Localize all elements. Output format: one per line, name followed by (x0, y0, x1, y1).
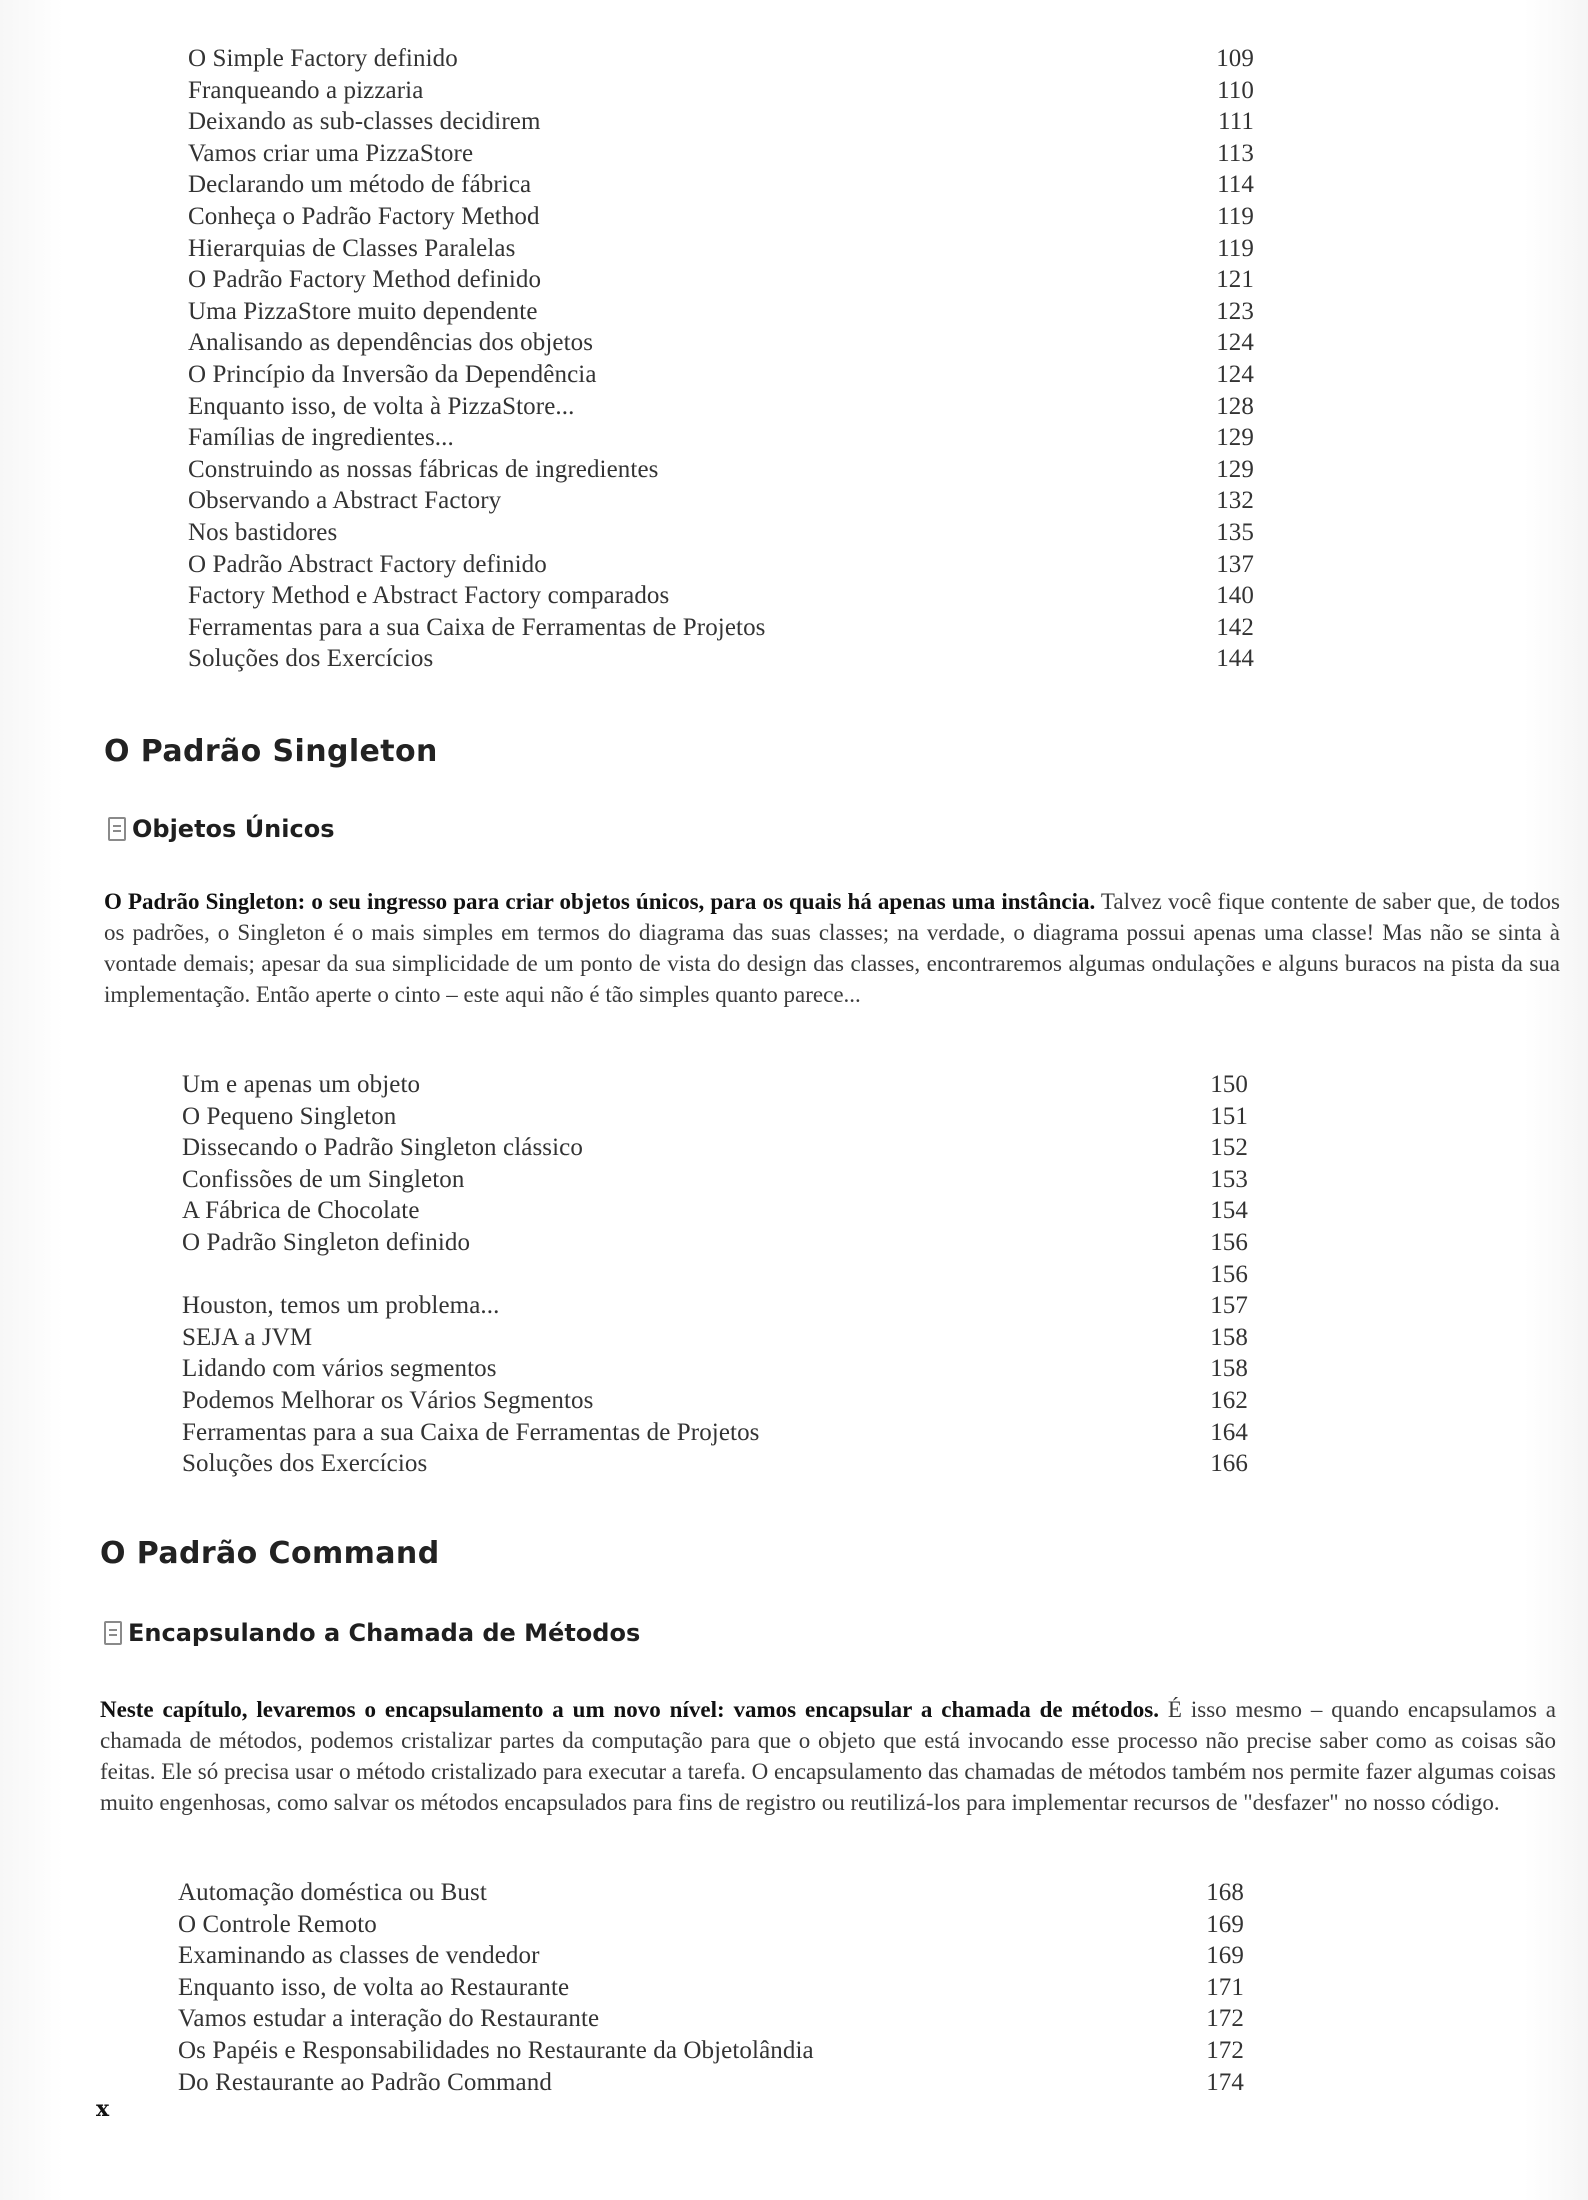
toc-entry-page: 150 (1210, 1071, 1248, 1098)
toc-entry[interactable] (178, 1941, 1248, 1971)
toc-entry-page: 169 (1206, 1942, 1244, 1970)
subsection-title: Objetos Únicos (132, 815, 335, 843)
toc-entry[interactable] (188, 550, 1258, 580)
toc-entry-title: Analisando as dependências dos objetos (188, 329, 594, 357)
toc-entry-page: 110 (1217, 76, 1254, 104)
toc-entry-page: 121 (1216, 266, 1254, 294)
toc-entry[interactable] (188, 265, 1258, 295)
command-intro (100, 1694, 1556, 1818)
toc-entry[interactable] (182, 1386, 1252, 1416)
toc-entry-page: 128 (1216, 392, 1254, 420)
toc-entry-page: 157 (1210, 1292, 1248, 1320)
singleton-intro (104, 886, 1560, 1010)
toc-entry-page: 129 (1216, 424, 1254, 452)
toc-entry-page: 119 (1217, 234, 1254, 262)
toc-entry-title: O Padrão Factory Method definido (188, 266, 542, 294)
toc-entry-page: 172 (1206, 2005, 1244, 2033)
intro-body: É isso mesmo – quando encapsulamos a chamada de métodos, podemos cristalizar partes da computação para que o objeto que está invocando esse processo não precise saber como as coisas são feitas. Ele só precisa usar o método cristalizado para executar a tarefa. O encapsulamento das chamadas de métodos também nos permite fazer algumas coisas muito engenhosas, como salvar os métodos encapsulados para fins de registro ou reutilizá-los para implementar recursos de "desfazer" no nosso código. (100, 1697, 1556, 1815)
toc-entry-title: Lidando com vários segmentos (182, 1355, 497, 1383)
toc-entry-title: Soluções dos Exercícios (182, 1450, 428, 1478)
toc-entry[interactable] (178, 2036, 1248, 2066)
toc-entry-page: 124 (1216, 329, 1254, 357)
toc-entry-page: 142 (1216, 613, 1254, 641)
toc-entry-title: Do Restaurante ao Padrão Command (178, 2068, 552, 2096)
toc-entry[interactable] (188, 455, 1258, 485)
toc-entry-title: Soluções dos Exercícios (188, 645, 434, 673)
subsection-title: Encapsulando a Chamada de Métodos (128, 1619, 641, 1647)
toc-entry[interactable] (178, 1973, 1248, 2003)
chapter-heading-command: O Padrão Command (100, 1536, 440, 1571)
toc-entry[interactable] (182, 1196, 1252, 1226)
toc-entry[interactable] (188, 613, 1258, 643)
toc-entry-title: Famílias de ingredientes... (188, 424, 454, 452)
toc-entry-title: Enquanto isso, de volta ao Restaurante (178, 1973, 570, 2001)
chapter-page-icon (108, 817, 126, 841)
toc-entry-title: O Padrão Singleton definido (182, 1229, 471, 1256)
toc-entry-title: Ferramentas para a sua Caixa de Ferramentas de Projetos (188, 613, 766, 641)
toc-entry[interactable] (178, 1910, 1248, 1940)
toc-entry-title: Uma PizzaStore muito dependente (188, 297, 538, 325)
toc-entry-page: 132 (1216, 487, 1254, 515)
toc-entry-title: Podemos Melhorar os Vários Segmentos (182, 1387, 594, 1414)
toc-entry-page: 174 (1206, 2068, 1244, 2096)
toc-entry-title: O Princípio da Inversão da Dependência (188, 361, 597, 388)
toc-entry[interactable] (188, 44, 1258, 74)
toc-entry-page: 111 (1218, 108, 1254, 136)
toc-entry[interactable] (188, 518, 1258, 548)
toc-entry-page: 171 (1206, 1973, 1244, 2001)
toc-entry-title: SEJA a JVM (182, 1323, 313, 1351)
toc-entry-title: A Fábrica de Chocolate (182, 1197, 420, 1225)
toc-entry-title: Automação doméstica ou Bust (178, 1879, 487, 1906)
toc-entry-page: 168 (1206, 1879, 1244, 1906)
toc-entry[interactable] (188, 297, 1258, 327)
chapter-heading-singleton: O Padrão Singleton (104, 734, 438, 769)
toc-entry-title: Um e apenas um objeto (182, 1071, 421, 1098)
intro-lead: O Padrão Singleton: o seu ingresso para criar objetos únicos, para os quais há apenas uma instância. (104, 889, 1096, 914)
toc-entry-title: Deixando as sub-classes decidirem (188, 108, 541, 136)
toc-entry-title: O Controle Remoto (178, 1910, 377, 1938)
toc-entry[interactable] (188, 644, 1258, 674)
subsection-heading-singleton (108, 812, 335, 846)
toc-entry-page: 158 (1210, 1323, 1248, 1351)
toc-entry[interactable] (178, 1878, 1248, 1908)
toc-entry-page: 129 (1216, 455, 1254, 483)
toc-entry-title: Houston, temos um problema... (182, 1292, 500, 1320)
toc-entry-title: Examinando as classes de vendedor (178, 1942, 540, 1970)
intro-body: Talvez você fique contente de saber que, de todos os padrões, o Singleton é o mais simples em termos do diagrama das suas classes; na verdade, o diagrama possui apenas uma classe! Mas não se sinta à vontade demais; apesar da sua simplicidade de um ponto de vista do design das classes, encontraremos algumas ondulações e alguns buracos na pista da sua implementação. Então aperte o cinto – este aqui não é tão simples quanto parece... (104, 889, 1560, 1007)
toc-entry-title: Conheça o Padrão Factory Method (188, 203, 540, 230)
toc-entry[interactable] (182, 1165, 1252, 1195)
toc-entry[interactable] (182, 1102, 1252, 1132)
toc-entry[interactable] (182, 1260, 1252, 1290)
toc-entry-page: 137 (1216, 550, 1254, 578)
toc-entry[interactable] (188, 392, 1258, 422)
toc-entry-page: 169 (1206, 1910, 1244, 1938)
toc-entry-page: 113 (1217, 139, 1254, 167)
toc-entry[interactable] (188, 170, 1258, 200)
toc-entry-page: 123 (1216, 297, 1254, 325)
toc-entry-title: Dissecando o Padrão Singleton clássico (182, 1134, 583, 1162)
toc-entry-title: Factory Method e Abstract Factory comparados (188, 582, 670, 610)
toc-entry-page: 109 (1216, 45, 1254, 72)
toc-entry-page: 153 (1210, 1165, 1248, 1193)
intro-lead: Neste capítulo, levaremos o encapsulamento a um novo nível: vamos encapsular a chamada de métodos. (100, 1697, 1160, 1722)
toc-entry-page: 114 (1217, 171, 1254, 199)
toc-entry[interactable] (188, 581, 1258, 611)
toc-entry-page: 152 (1210, 1134, 1248, 1162)
toc-entry[interactable] (188, 360, 1258, 390)
toc-entry[interactable] (188, 139, 1258, 169)
toc-entry-page: 119 (1217, 203, 1254, 230)
toc-entry-title: O Padrão Abstract Factory definido (188, 550, 547, 578)
toc-entry-title: Nos bastidores (188, 519, 338, 546)
toc-entry[interactable] (178, 2004, 1248, 2034)
subsection-heading-command (104, 1616, 640, 1650)
toc-entry-title: Ferramentas para a sua Caixa de Ferramentas de Projetos (182, 1418, 760, 1446)
toc-entry[interactable] (188, 486, 1258, 516)
toc-entry[interactable] (178, 2068, 1248, 2098)
toc-entry[interactable] (188, 107, 1258, 137)
toc-entry-title: Hierarquias de Classes Paralelas (188, 234, 516, 262)
toc-entry-title: Vamos estudar a interação do Restaurante (178, 2005, 600, 2033)
page-number: x (96, 2096, 110, 2122)
toc-entry-page: 140 (1216, 582, 1254, 610)
toc-entry-page: 172 (1206, 2037, 1244, 2064)
toc-entry-title: Observando a Abstract Factory (188, 487, 502, 515)
toc-entry-page: 144 (1216, 645, 1254, 673)
toc-entry-page: 154 (1210, 1197, 1248, 1225)
toc-entry[interactable] (182, 1228, 1252, 1258)
toc-entry[interactable] (182, 1323, 1252, 1353)
toc-entry-page: 158 (1210, 1355, 1248, 1383)
toc-entry[interactable] (182, 1291, 1252, 1321)
toc-entry[interactable] (188, 76, 1258, 106)
toc-entry-page: 156 (1210, 1260, 1248, 1288)
toc-entry[interactable] (188, 423, 1258, 453)
toc-entry-title: O Simple Factory definido (188, 45, 458, 72)
toc-entry-page: 164 (1210, 1418, 1248, 1446)
toc-entry-page: 156 (1210, 1229, 1248, 1256)
toc-entry[interactable] (188, 202, 1258, 232)
toc-entry[interactable] (182, 1354, 1252, 1384)
toc-entry-page: 162 (1210, 1387, 1248, 1414)
toc-entry-title: Construindo as nossas fábricas de ingredientes (188, 455, 659, 483)
toc-entry[interactable] (182, 1070, 1252, 1100)
toc-entry-page: 124 (1216, 361, 1254, 388)
toc-entry[interactable] (182, 1418, 1252, 1448)
toc-entry[interactable] (188, 234, 1258, 264)
toc-entry-page: 166 (1210, 1450, 1248, 1478)
toc-entry-title: O Pequeno Singleton (182, 1102, 397, 1130)
toc-entry[interactable] (182, 1449, 1252, 1479)
toc-entry-title: Confissões de um Singleton (182, 1165, 465, 1193)
toc-entry-page: 135 (1216, 519, 1254, 546)
toc-entry[interactable] (182, 1133, 1252, 1163)
toc-entry-title: Enquanto isso, de volta à PizzaStore... (188, 392, 575, 420)
toc-entry-page: 151 (1210, 1102, 1248, 1130)
toc-entry-title: Declarando um método de fábrica (188, 171, 532, 199)
chapter-page-icon (104, 1621, 122, 1645)
toc-entry-title: Franqueando a pizzaria (188, 76, 424, 104)
toc-entry-title: Os Papéis e Responsabilidades no Restaurante da Objetolândia (178, 2037, 814, 2064)
toc-entry[interactable] (188, 328, 1258, 358)
toc-entry-title: Vamos criar uma PizzaStore (188, 139, 474, 167)
